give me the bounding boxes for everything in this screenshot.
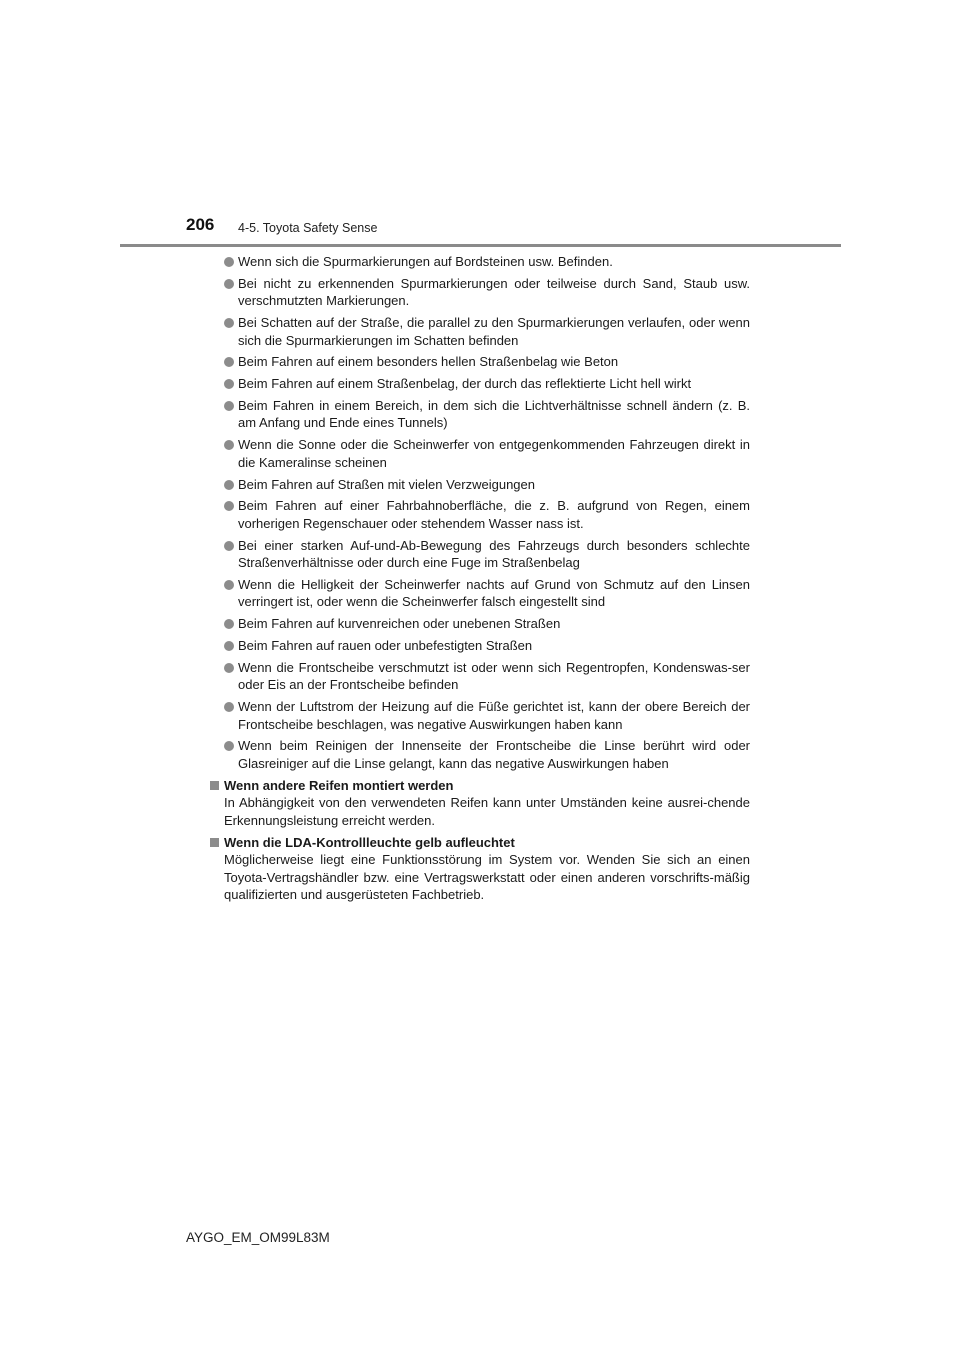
list-item (222, 375, 750, 393)
bullet-circle-icon (224, 663, 234, 673)
bullet-circle-icon (224, 401, 234, 411)
section-title: 4-5. Toyota Safety Sense (238, 221, 378, 235)
bullet-circle-icon (224, 501, 234, 511)
list-item-text: Beim Fahren auf einem Straßenbelag, der durch das reflektierte Licht hell wirkt (238, 376, 692, 392)
list-item-text: Bei nicht zu erkennenden Spurmarkierungen oder teilweise durch Sand, Staub usw. verschmutzten Markierungen. (238, 275, 750, 309)
list-item-text: Beim Fahren auf einem besonders hellen Straßenbelag wie Beton (238, 354, 619, 370)
list-item (222, 353, 750, 371)
list-item-text: Wenn die Sonne oder die Scheinwerfer von entgegenkommenden Fahrzeugen direkt in die Kameralinse scheinen (238, 437, 750, 470)
square-bullet-icon (210, 838, 219, 847)
list-item-text: Beim Fahren auf Straßen mit vielen Verzweigungen (238, 476, 535, 492)
list-item-text: Bei einer starken Auf-und-Ab-Bewegung des Fahrzeugs durch besonders schlechte Straßenverhältnisse oder durch eine Fuge im Straßenbelag (238, 537, 750, 571)
bullet-circle-icon (224, 541, 234, 551)
list-item (222, 637, 750, 655)
page-number: 206 (186, 215, 215, 234)
note-body: In Abhängigkeit von den verwendeten Reifen kann unter Umständen keine ausrei-chende Erkennungsleistung erreicht werden. (224, 795, 750, 828)
bullet-circle-icon (224, 741, 234, 751)
bullet-circle-icon (224, 440, 234, 450)
list-item-text: Wenn beim Reinigen der Innenseite der Frontscheibe die Linse berührt wird oder Glasreiniger auf die Linse gelangt, kann das negative Auswirkungen haben (238, 738, 750, 771)
bullet-circle-icon (224, 580, 234, 590)
list-item-text: Beim Fahren auf einer Fahrbahnoberfläche, die z. B. aufgrund von Regen, einem vorherigen Regenschauer oder stehendem Wasser nass ist. (238, 498, 750, 531)
bullet-circle-icon (224, 357, 234, 367)
bullet-circle-icon (224, 619, 234, 629)
bullet-circle-icon (224, 379, 234, 389)
header-rule (120, 244, 841, 247)
list-item-text: Bei Schatten auf der Straße, die parallel zu den Spurmarkierungen verlaufen, oder wenn sich die Spurmarkierungen im Schatten befinden (238, 315, 750, 348)
list-item-text: Beim Fahren in einem Bereich, in dem sich die Lichtverhältnisse schnell ändern (z. B. am Anfang und Ende eines Tunnels) (238, 397, 750, 431)
list-item (222, 737, 750, 772)
list-item (222, 275, 750, 310)
note-heading-text: Wenn andere Reifen montiert werden (224, 777, 454, 793)
list-item (222, 253, 750, 271)
bullet-circle-icon (224, 257, 234, 267)
square-bullet-icon (210, 781, 219, 790)
list-item (222, 659, 750, 694)
list-item (222, 436, 750, 471)
note-heading (210, 834, 738, 852)
footer-code: AYGO_EM_OM99L83M (186, 1230, 330, 1245)
bullet-circle-icon (224, 480, 234, 490)
list-item (222, 476, 750, 494)
list-item-text: Beim Fahren auf kurvenreichen oder unebenen Straßen (238, 616, 561, 632)
list-item-text: Wenn die Helligkeit der Scheinwerfer nachts auf Grund von Schmutz auf den Linsen verringert ist, oder wenn die Scheinwerfer falsch eingestellt sind (238, 576, 750, 610)
list-item (222, 314, 750, 349)
bullet-circle-icon (224, 318, 234, 328)
note-lda-warning (222, 834, 750, 904)
list-item (222, 497, 750, 532)
page-content (222, 253, 750, 908)
note-tires (222, 777, 750, 830)
list-item (222, 615, 750, 633)
note-heading-text: Wenn die LDA-Kontrollleuchte gelb aufleuchtet (224, 834, 515, 850)
list-item-text: Wenn der Luftstrom der Heizung auf die Füße gerichtet ist, kann der obere Bereich der Frontscheibe beschlagen, was negative Auswirkungen haben kann (238, 699, 750, 732)
bullet-circle-icon (224, 641, 234, 651)
list-item (222, 537, 750, 572)
list-item-text: Wenn die Frontscheibe verschmutzt ist oder wenn sich Regentropfen, Kondenswas-ser oder Eis an der Frontscheibe befinden (238, 659, 750, 693)
list-item (222, 397, 750, 432)
note-heading (210, 777, 738, 795)
list-item (222, 698, 750, 733)
note-body: Möglicherweise liegt eine Funktionsstörung im System vor. Wenden Sie sich an einen Toyota-Vertragshändler bzw. eine Vertragswerkstatt oder einen anderen vorschrifts-mäßig qualifizierten und ausgerüsteten Fachbetrieb. (224, 852, 750, 903)
list-item-text: Beim Fahren auf rauen oder unbefestigten Straßen (238, 638, 533, 654)
bullet-circle-icon (224, 702, 234, 712)
list-item-text: Wenn sich die Spurmarkierungen auf Bordsteinen usw. Befinden. (238, 254, 613, 269)
list-item (222, 576, 750, 611)
bullet-circle-icon (224, 279, 234, 289)
